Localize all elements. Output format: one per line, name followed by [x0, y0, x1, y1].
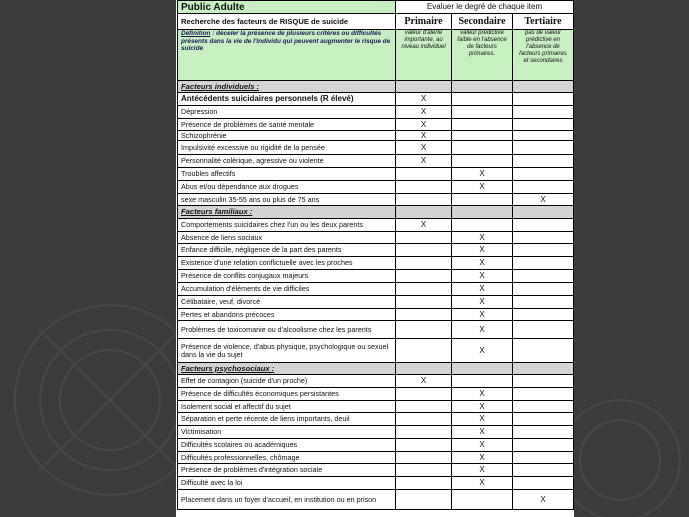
mark-primaire: X: [396, 131, 452, 141]
mark-secondaire: [452, 155, 513, 168]
section-familiaux: Facteurs familiaux :: [178, 206, 396, 219]
mark-tertiaire: X: [513, 490, 574, 510]
definition-label: Définition: [181, 30, 211, 37]
mark-secondaire: X: [452, 283, 513, 296]
row-label: Accumulation d'éléments de vie difficiles: [178, 283, 396, 296]
row-label: Dépression: [178, 106, 396, 119]
mark-primaire: [396, 321, 452, 339]
row-label: Schizophrénie: [178, 131, 396, 141]
mark-tertiaire: [513, 426, 574, 439]
row-label: Célibataire, veuf, divorcé: [178, 296, 396, 309]
mark-secondaire: X: [452, 401, 513, 413]
row-label: Troubles affectifs: [178, 168, 396, 181]
mark-tertiaire: X: [513, 194, 574, 206]
mark-tertiaire: [513, 106, 574, 119]
mark-primaire: [396, 244, 452, 257]
mark-tertiaire: [513, 375, 574, 388]
mark-secondaire: [452, 93, 513, 106]
table-title: Public Adulte: [178, 1, 396, 14]
mark-primaire: [396, 490, 452, 510]
mark-tertiaire: [513, 439, 574, 452]
mark-primaire: X: [396, 93, 452, 106]
mark-tertiaire: [513, 181, 574, 194]
mark-secondaire: [452, 131, 513, 141]
row-label: Difficulté avec la loi: [178, 477, 396, 490]
mark-primaire: [396, 401, 452, 413]
mark-primaire: [396, 283, 452, 296]
mark-tertiaire: [513, 452, 574, 464]
mark-secondaire: X: [452, 296, 513, 309]
mark-tertiaire: [513, 413, 574, 426]
mark-primaire: [396, 339, 452, 363]
mark-primaire: X: [396, 106, 452, 119]
mark-primaire: [396, 257, 452, 270]
row-label: Présence de violence, d'abus physique, psychologique ou sexuel dans la vie du sujet: [178, 339, 396, 363]
mark-primaire: X: [396, 375, 452, 388]
mark-secondaire: X: [452, 181, 513, 194]
definition-text: : déceler la présence de plusieurs critères ou difficultés présents dans la vie de l'individu qui peuvent augmenter le risque de suicide: [181, 30, 391, 52]
row-label: Antécédents suicidaires personnels (R élevé): [178, 93, 396, 106]
mark-secondaire: X: [452, 232, 513, 244]
mark-secondaire: X: [452, 309, 513, 321]
row-label: Séparation et perte récente de liens importants, deuil: [178, 413, 396, 426]
mark-secondaire: X: [452, 452, 513, 464]
row-label: Problèmes de toxicomanie ou d'alcoolisme chez les parents: [178, 321, 396, 339]
mark-secondaire: X: [452, 168, 513, 181]
mark-primaire: X: [396, 219, 452, 232]
mark-primaire: [396, 388, 452, 401]
mark-primaire: [396, 413, 452, 426]
row-label: Présence de conflits conjugaux majeurs: [178, 270, 396, 283]
row-label: Placement dans un foyer d'accueil, en institution ou en prison: [178, 490, 396, 510]
row-label: Difficultés professionnelles, chômage: [178, 452, 396, 464]
mark-primaire: [396, 477, 452, 490]
mark-secondaire: [452, 375, 513, 388]
mark-secondaire: X: [452, 477, 513, 490]
mark-secondaire: X: [452, 388, 513, 401]
mark-primaire: [396, 270, 452, 283]
row-label: Enfance difficile, négligence de la part des parents: [178, 244, 396, 257]
row-label: Absence de liens sociaux: [178, 232, 396, 244]
mark-tertiaire: [513, 401, 574, 413]
mark-tertiaire: [513, 119, 574, 131]
row-label: Comportements suicidaires chez l'un ou les deux parents: [178, 219, 396, 232]
col-tertiaire: Tertiaire: [513, 14, 574, 30]
mark-primaire: [396, 296, 452, 309]
row-label: Impulsivité excessive ou rigidité de la pensée: [178, 141, 396, 155]
mark-tertiaire: [513, 477, 574, 490]
row-label: Présence de difficultés économiques persistantes: [178, 388, 396, 401]
mark-primaire: [396, 309, 452, 321]
mark-secondaire: [452, 119, 513, 131]
mark-secondaire: X: [452, 257, 513, 270]
mark-tertiaire: [513, 244, 574, 257]
mark-secondaire: [452, 490, 513, 510]
mark-tertiaire: [513, 219, 574, 232]
evaluate-header: Evaluer le degré de chaque item: [396, 1, 574, 14]
mark-tertiaire: [513, 309, 574, 321]
mark-primaire: [396, 426, 452, 439]
mark-secondaire: X: [452, 439, 513, 452]
definition-cell: [178, 30, 396, 81]
mark-secondaire: X: [452, 413, 513, 426]
mark-secondaire: [452, 106, 513, 119]
mark-primaire: [396, 232, 452, 244]
mark-tertiaire: [513, 464, 574, 477]
mark-tertiaire: [513, 232, 574, 244]
mark-tertiaire: [513, 257, 574, 270]
row-label: Personnalité colérique, agressive ou violente: [178, 155, 396, 168]
mark-tertiaire: [513, 270, 574, 283]
col-primaire: Primaire: [396, 14, 452, 30]
section-psychosociaux: Facteurs psychosociaux :: [178, 363, 396, 375]
mark-primaire: [396, 439, 452, 452]
row-label: Pertes et abandons précoces: [178, 309, 396, 321]
mark-primaire: [396, 464, 452, 477]
row-label: Présence de problèmes de santé mentale: [178, 119, 396, 131]
risk-factors-table: [177, 0, 574, 510]
mark-tertiaire: [513, 155, 574, 168]
mark-primaire: [396, 181, 452, 194]
mark-primaire: X: [396, 119, 452, 131]
row-label: Isolement social et affectif du sujet: [178, 401, 396, 413]
mark-tertiaire: [513, 93, 574, 106]
row-label: Abus et/ou dépendance aux drogues: [178, 181, 396, 194]
mark-tertiaire: [513, 339, 574, 363]
mark-tertiaire: [513, 296, 574, 309]
mark-secondaire: [452, 141, 513, 155]
mark-secondaire: [452, 194, 513, 206]
mark-primaire: X: [396, 141, 452, 155]
mark-primaire: [396, 168, 452, 181]
mark-secondaire: X: [452, 339, 513, 363]
mark-secondaire: X: [452, 426, 513, 439]
mark-secondaire: X: [452, 464, 513, 477]
mark-tertiaire: [513, 168, 574, 181]
row-label: Présence de problèmes d'intégration sociale: [178, 464, 396, 477]
row-label: Difficultés scolaires ou académiques: [178, 439, 396, 452]
mark-primaire: [396, 452, 452, 464]
mark-secondaire: X: [452, 244, 513, 257]
mark-tertiaire: [513, 321, 574, 339]
mark-primaire: X: [396, 155, 452, 168]
row-label: Victimisation: [178, 426, 396, 439]
mark-primaire: [396, 194, 452, 206]
mark-tertiaire: [513, 131, 574, 141]
note-secondaire: valeur prédictive faible en l'absence de facteurs primaires.: [452, 30, 513, 81]
row-label: Effet de contagion (suicide d'un proche): [178, 375, 396, 388]
table-subtitle: Recherche des facteurs de RISQUE de suicide: [178, 14, 396, 30]
mark-tertiaire: [513, 283, 574, 296]
mark-secondaire: [452, 219, 513, 232]
note-tertiaire: pas de valeur prédictive en l'absence de facteurs primaires et secondaires: [513, 30, 574, 81]
mark-tertiaire: [513, 141, 574, 155]
mark-secondaire: X: [452, 321, 513, 339]
section-individuels: Facteurs individuels :: [178, 81, 396, 93]
col-secondaire: Secondaire: [452, 14, 513, 30]
mark-tertiaire: [513, 388, 574, 401]
row-label: Existence d'une relation conflictuelle avec les proches: [178, 257, 396, 270]
row-label: sexe masculin 35-55 ans ou plus de 75 ans: [178, 194, 396, 206]
mark-secondaire: X: [452, 270, 513, 283]
document-sheet: [176, 0, 574, 517]
note-primaire: valeur d'alerte importante, au niveau individuel: [396, 30, 452, 81]
